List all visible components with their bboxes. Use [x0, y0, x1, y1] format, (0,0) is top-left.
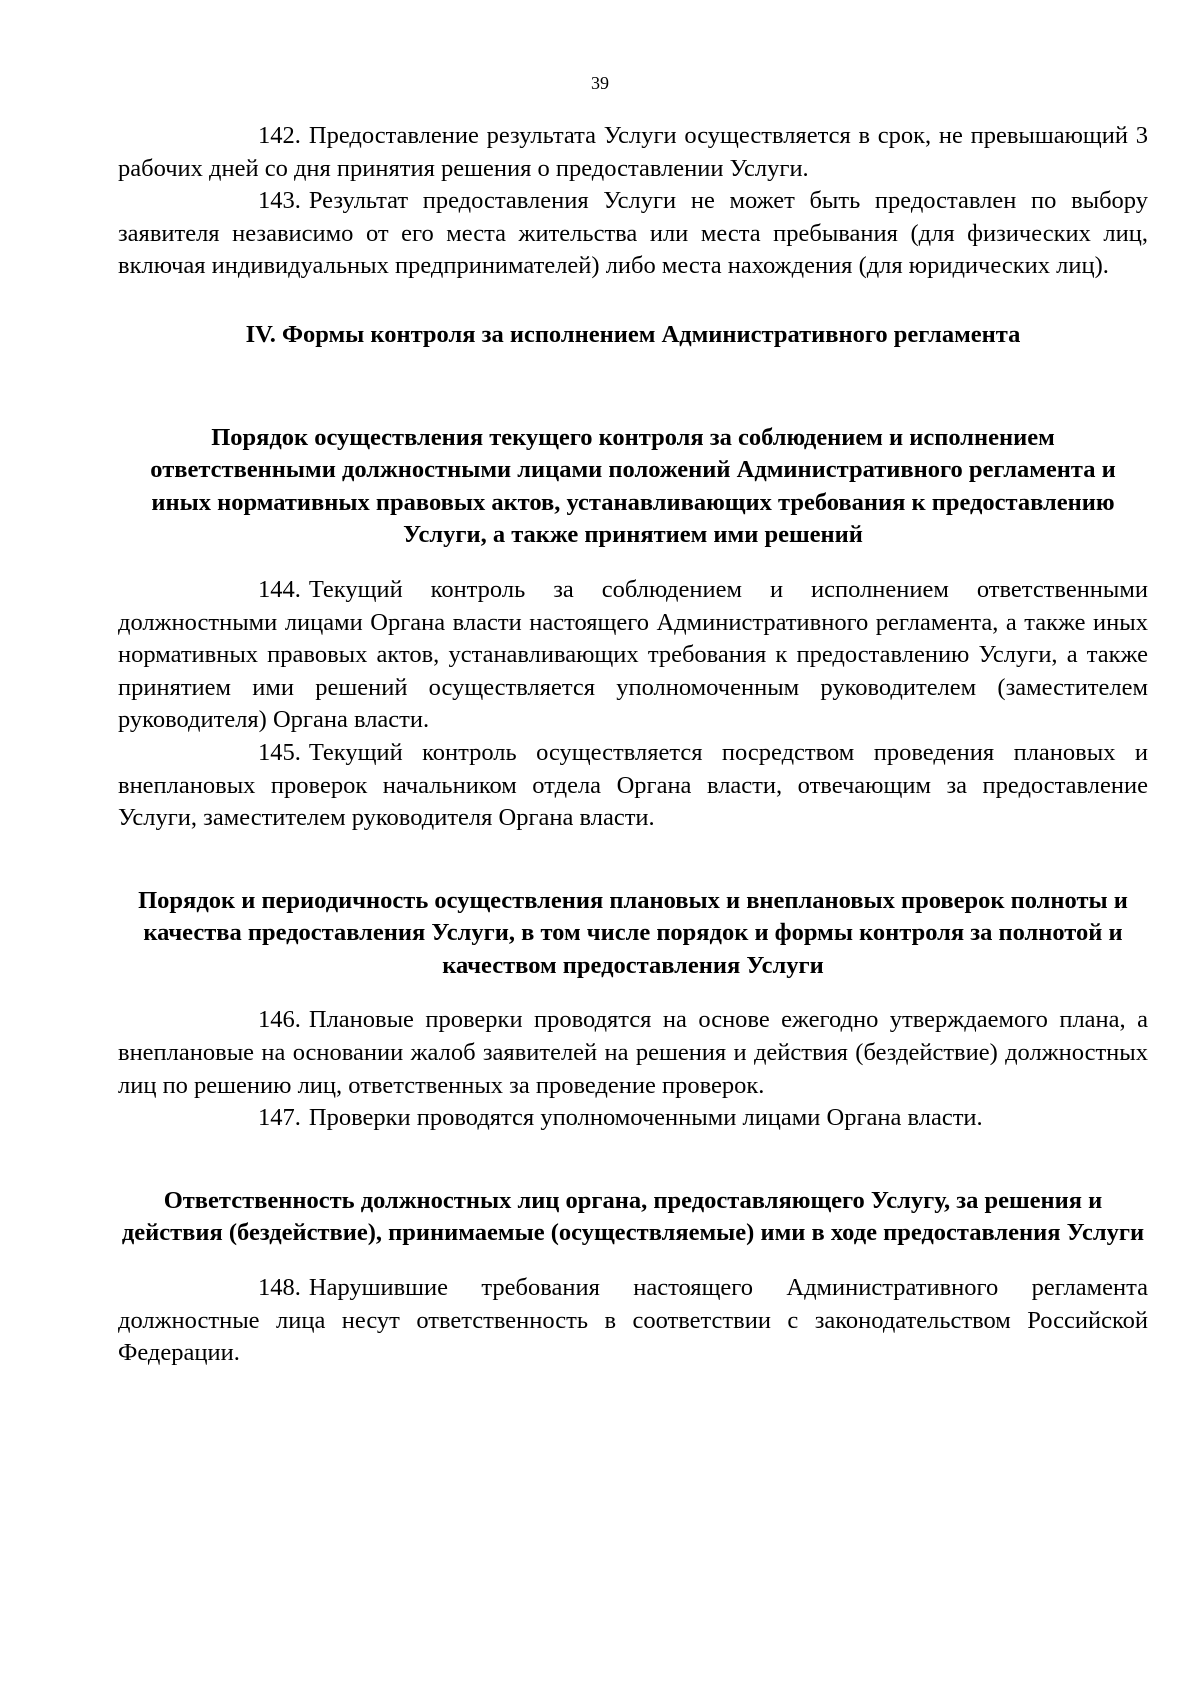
paragraph-147 — [118, 1102, 1148, 1135]
spacer — [118, 352, 1148, 422]
paragraph-text: Текущий контроль за соблюдением и исполнением ответственными должностными лицами Органа власти настоящего Административного регламента, а также иных нормативных правовых актов, устанавливающих требования к предоставлению Услуги, а также принятием ими решений осуществляется уполномоченным руководителем (заместителем руководителя) Органа власти. — [118, 575, 1148, 734]
paragraph-number: 148. — [258, 1274, 301, 1302]
paragraph-number: 145. — [258, 738, 301, 766]
paragraph-142 — [118, 120, 1148, 185]
section-heading-iv: IV. Формы контроля за исполнением Административного регламента — [245, 320, 1021, 348]
paragraph-144 — [118, 574, 1148, 737]
paragraph-text: Предоставление результата Услуги осуществляется в срок, не превышающий 3 рабочих дней со дня принятия решения о предоставлении Услуги. — [118, 122, 1148, 182]
paragraph-146 — [118, 1004, 1148, 1102]
paragraph-text: Нарушившие требования настоящего Административного регламента должностные лица несут ответственность в соответствии с законодательством Российской Федерации. — [118, 1274, 1148, 1367]
paragraph-number: 147. — [258, 1104, 301, 1132]
document-body — [118, 120, 1148, 1370]
paragraph-143 — [118, 185, 1148, 283]
paragraph-text: Результат предоставления Услуги не может быть предоставлен по выбору заявителя независимо от его места жительства или места пребывания (для физических лиц, включая индивидуальных предпринимателей) либо места нахождения (для юридических лиц). — [118, 187, 1148, 280]
spacer — [118, 1135, 1148, 1185]
spacer — [118, 552, 1148, 574]
subsection-heading-inspections: Порядок и периодичность осуществления плановых и внеплановых проверок полноты и качества предоставления Услуги, в том числе порядок и формы контроля за полнотой и качеством предоставления Услуги — [138, 886, 1128, 979]
paragraph-text: Плановые проверки проводятся на основе ежегодно утверждаемого плана, а внеплановые на основании жалоб заявителей на решения и действия (бездействие) должностных лиц по решению лиц, ответственных за проведение проверок. — [118, 1006, 1148, 1099]
subsection-heading-current-control: Порядок осуществления текущего контроля за соблюдением и исполнением ответственными должностными лицами положений Административного регламента и иных нормативных правовых актов, устанавливающих требования к предоставлению Услуги, а также принятием ими решений — [150, 423, 1116, 549]
paragraph-text: Проверки проводятся уполномоченными лицами Органа власти. — [308, 1104, 983, 1132]
spacer — [118, 982, 1148, 1004]
paragraph-145 — [118, 737, 1148, 835]
spacer — [118, 835, 1148, 885]
paragraph-number: 144. — [258, 575, 301, 603]
paragraph-number: 146. — [258, 1006, 301, 1034]
paragraph-text: Текущий контроль осуществляется посредством проведения плановых и внеплановых проверок начальником отдела Органа власти, отвечающим за предоставление Услуги, заместителем руководителя Органа власти. — [118, 738, 1148, 832]
spacer — [118, 1250, 1148, 1272]
paragraph-number: 142. — [258, 122, 301, 149]
subsection-heading-responsibility: Ответственность должностных лиц органа, предоставляющего Услугу, за решения и действия (бездействие), принимаемые (осуществляемые) ими в ходе предоставления Услуги — [121, 1186, 1145, 1247]
spacer — [118, 283, 1148, 319]
page-number: 39 — [591, 73, 609, 93]
paragraph-148 — [118, 1272, 1148, 1370]
paragraph-number: 143. — [258, 187, 301, 215]
